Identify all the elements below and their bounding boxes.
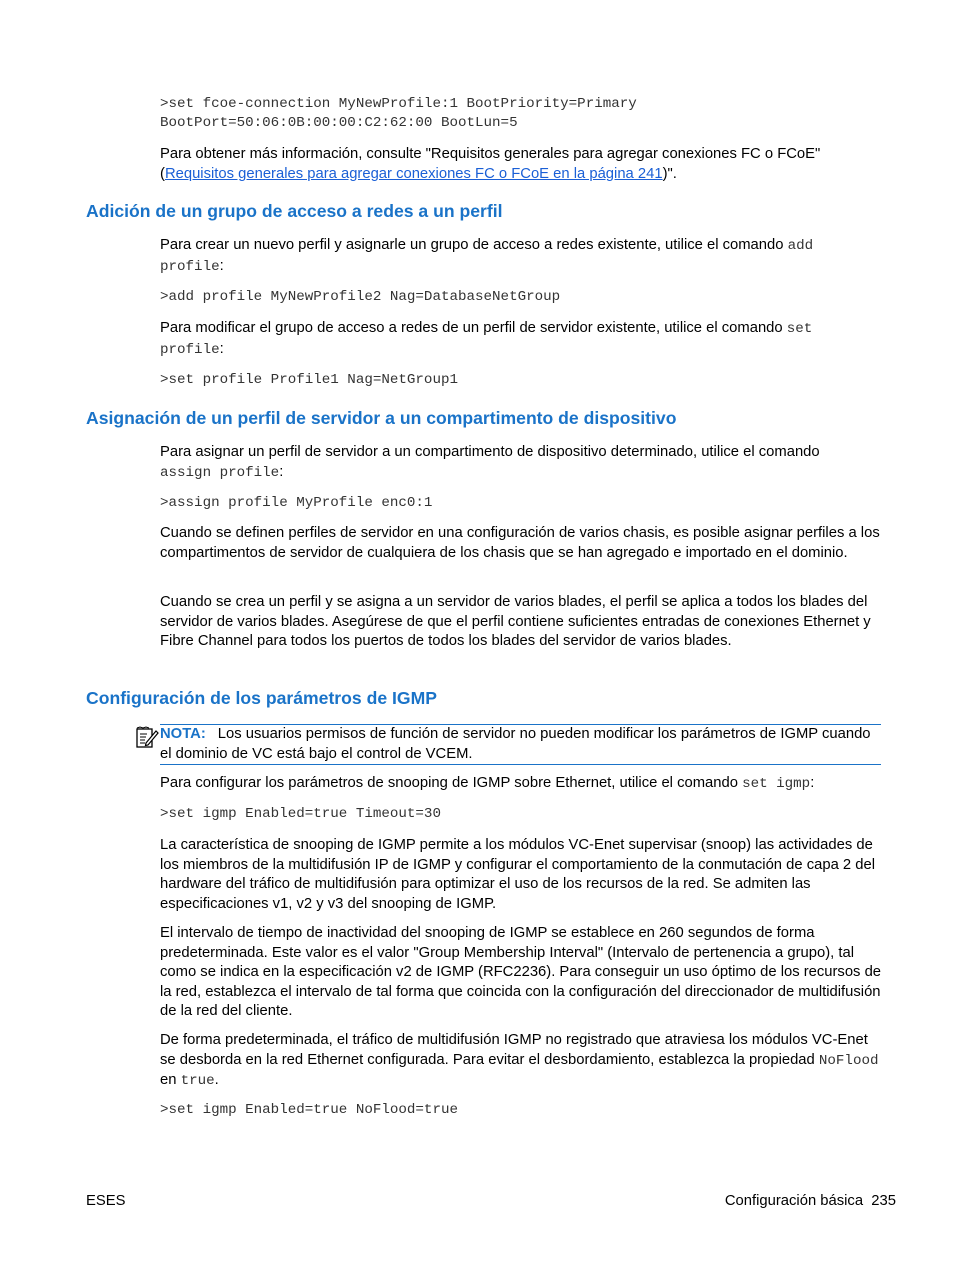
paragraph-add-profile [160, 236, 884, 277]
footer-right [725, 1192, 896, 1211]
paragraph-noflood [160, 1031, 884, 1092]
colon: : [279, 463, 284, 480]
info-text-end: )". [662, 165, 677, 182]
command-set: set [786, 321, 813, 337]
command-noflood: NoFlood [818, 1052, 879, 1069]
footer-left: ESES [86, 1193, 126, 1209]
paragraph-set-igmp [160, 774, 884, 795]
code-add-profile: >add profile MyNewProfile2 Nag=DatabaseNetGroup [160, 289, 561, 305]
period: . [214, 1072, 219, 1088]
code-set-igmp-timeout: >set igmp Enabled=true Timeout=30 [160, 806, 441, 822]
paragraph-idle-interval: El intervalo de tiempo de inactividad del snooping de IGMP se establece en 260 segundos de forma predeterminada. Este valor es el valor "Group Membership Interval" (Intervalo de pertenencia a grupo), tal como se indica en la especificación v2 de IGMP (RFC2236). Para conseguir un uso óptimo de los recursos de la red, establezca el intervalo de tal forma que coincida con la configuración del direccionador de multidifusión de la red del cliente. [160, 925, 882, 1019]
footer-section: Configuración básica [724, 1193, 864, 1209]
link-requisitos-generales[interactable]: Requisitos generales para agregar conexiones FC o FCoE en la página 241 [164, 165, 663, 182]
page-number: 235 [871, 1193, 896, 1209]
info-text: Para obtener más información, consulte "Requisitos generales para agregar conexiones FC o FCoE" ( [160, 146, 821, 182]
note-body: Los usuarios permisos de función de servidor no pueden modificar los parámetros de IGMP cuando el dominio de VC está bajo el control de VCEM. [160, 726, 871, 762]
code-set-igmp-noflood: >set igmp Enabled=true NoFlood=true [160, 1102, 458, 1118]
note-label: NOTA: [160, 726, 206, 742]
heading-igmp: Configuración de los parámetros de IGMP [86, 688, 437, 708]
colon: : [219, 257, 224, 274]
set-igmp-text: Para configurar los parámetros de snooping de IGMP sobre Ethernet, utilice el comando [160, 775, 743, 791]
code-assign-profile: >assign profile MyProfile enc0:1 [160, 495, 433, 511]
paragraph-multi-chassis: Cuando se definen perfiles de servidor en una configuración de varios chasis, es posible asignar perfiles a los compartimentos de servidor de cualquiera de los chasis que se han agregado e importado en el dominio. [160, 525, 880, 561]
command-profile: profile [160, 258, 220, 275]
command-set-igmp: set igmp [742, 776, 811, 792]
paragraph-more-info [160, 145, 884, 184]
add-profile-text: Para crear un nuevo perfil y asignarle un grupo de acceso a redes existente, utilice el comando [160, 237, 788, 253]
command-profile: profile [160, 341, 220, 358]
paragraph-igmp-snooping: La característica de snooping de IGMP permite a los módulos VC-Enet supervisar (snoop) las actividades de los miembros de la multidifusión IP de IGMP y configurar el comportamiento de la conmutación de capa 2 del hardware del tráfico de multidifusión para optimizar el uso de los recursos de la red. Se admiten las especificaciones v1, v2 y v3 del snooping de IGMP. [160, 837, 876, 912]
command-assign-profile: assign profile [160, 464, 280, 481]
code-set-profile: >set profile Profile1 Nag=NetGroup1 [160, 372, 458, 388]
paragraph-assign-profile [160, 443, 884, 483]
code-fcoe-connection: >set fcoe-connection MyNewProfile:1 BootPriority=Primary BootPort=50:06:0B:00:00:C2:62:00 BootLun=5 [160, 96, 637, 131]
set-profile-text: Para modificar el grupo de acceso a redes de un perfil de servidor existente, utilice el comando [160, 320, 787, 336]
noflood-text: De forma predeterminada, el tráfico de multidifusión IGMP no registrado que atraviesa los módulos VC-Enet se desborda en la red Ethernet configurada. Para evitar el desbordamiento, establezca la propiedad [160, 1032, 868, 1068]
assign-profile-text: Para asignar un perfil de servidor a un compartimento de dispositivo determinado, utilice el comando [160, 444, 820, 460]
heading-add-network-group: Adición de un grupo de acceso a redes a un perfil [86, 201, 503, 221]
colon: : [219, 340, 224, 357]
note-icon [135, 726, 159, 750]
note-box [160, 724, 881, 765]
note-text [160, 725, 881, 764]
paragraph-set-profile [160, 319, 884, 360]
colon: : [810, 775, 815, 791]
heading-assign-profile: Asignación de un perfil de servidor a un compartimento de dispositivo [86, 408, 677, 428]
noflood-mid: en [160, 1072, 181, 1088]
command-add: add [787, 238, 814, 254]
paragraph-multi-blade: Cuando se crea un perfil y se asigna a un servidor de varios blades, el perfil se aplica a todos los blades del servidor de varios blades. Asegúrese de que el perfil contiene suficientes entradas de conexiones Ethernet y Fibre Channel para todos los puertos de todos los blades del servidor de varios blades. [160, 594, 871, 649]
command-true: true [180, 1073, 215, 1089]
